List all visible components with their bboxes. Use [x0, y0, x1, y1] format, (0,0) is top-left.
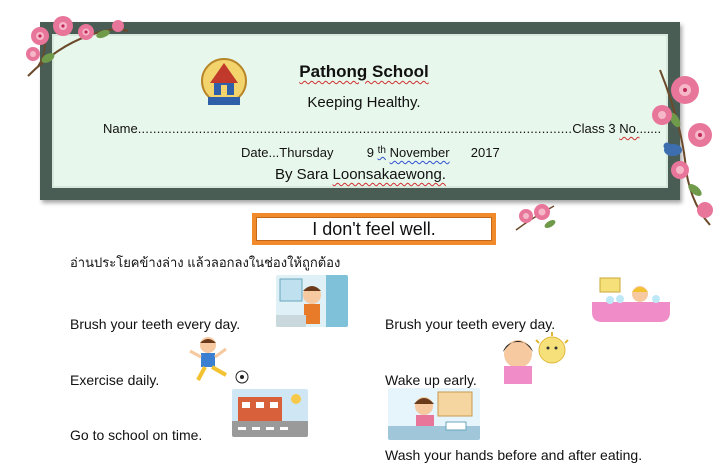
girl-washing-hands-icon	[388, 388, 480, 440]
author-line	[275, 166, 446, 183]
class-value: 3	[608, 121, 616, 136]
right-sentence-3: Wash your hands before and after eating.	[385, 447, 643, 463]
right-sentence-1: Brush your teeth every day.	[385, 316, 556, 332]
right-sentence-2: Wake up early.	[385, 372, 477, 388]
header-panel	[52, 34, 668, 188]
boy-brushing-teeth-icon	[276, 275, 348, 327]
no-label: No.	[619, 121, 640, 136]
left-sentence-1: Brush your teeth every day.	[70, 316, 241, 332]
instruction-text: อ่านประโยคข้างล่าง แล้วลอกลงในช่องให้ถูกต้อง	[70, 255, 341, 270]
girl-in-bathtub-icon	[590, 272, 672, 326]
left-sentence-2: Exercise daily.	[70, 372, 160, 388]
left-sentence-3: Go to school on time.	[70, 427, 203, 443]
date-month: November	[389, 145, 450, 160]
name-label: Name	[103, 121, 138, 136]
name-class-line	[103, 121, 661, 136]
no-blank[interactable]: ......	[639, 121, 662, 136]
school-name: Pathong School	[299, 62, 429, 81]
worksheet-title: I don't feel well.	[252, 213, 496, 245]
date-day: Thursday	[279, 145, 334, 160]
children-waking-up-icon	[496, 330, 572, 384]
name-blank[interactable]: ..................................................................................................................	[137, 121, 573, 136]
date-line	[241, 145, 500, 160]
worksheet-theme: Keeping Healthy.	[307, 94, 421, 111]
flower-decoration-title-icon	[512, 198, 558, 236]
class-label: Class	[572, 121, 605, 136]
author-surname: Loonsakaewong.	[332, 166, 446, 183]
date-year: 2017	[470, 145, 500, 160]
author-label: By Sara	[275, 166, 329, 183]
boy-exercising-icon	[186, 335, 252, 385]
school-building-icon	[232, 389, 308, 437]
flower-decoration-right-icon	[640, 60, 728, 230]
date-number: 9	[366, 145, 374, 160]
date-label: Date...	[241, 145, 280, 160]
date-suffix: th	[377, 145, 386, 156]
